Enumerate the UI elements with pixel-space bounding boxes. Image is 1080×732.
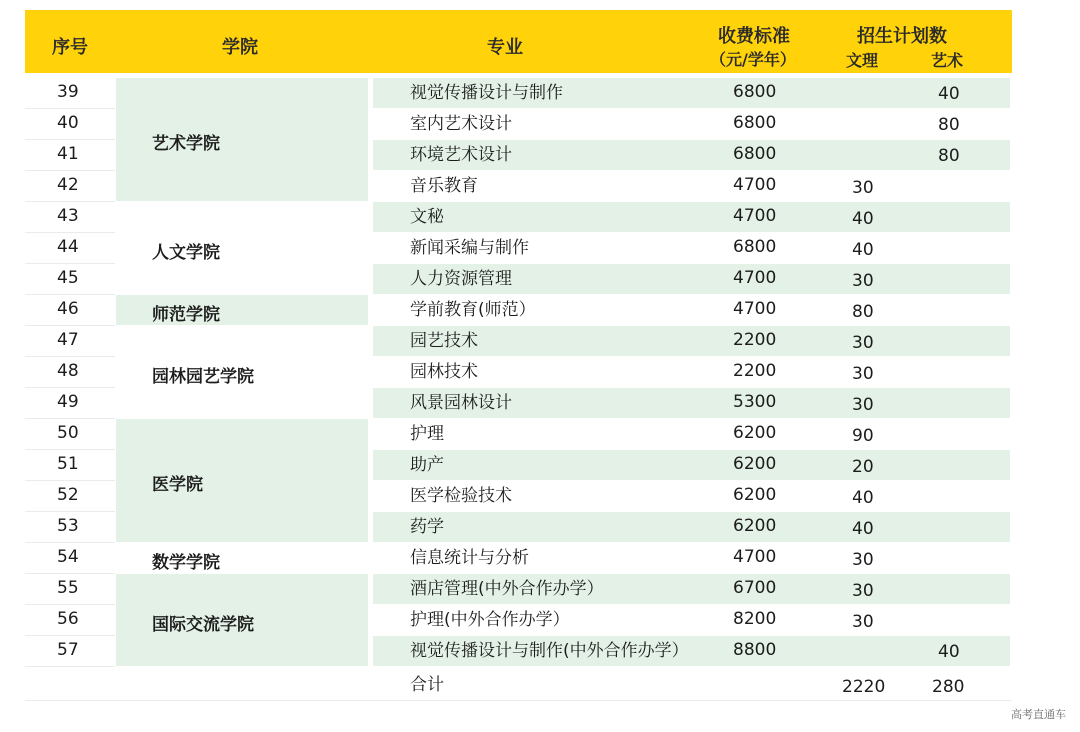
row-plan-sci: 30 (852, 333, 874, 353)
row-plan-sci: 40 (852, 519, 874, 539)
row-seq: 46 (57, 299, 79, 319)
header-seq: 序号 (52, 37, 88, 58)
row-plan-art: 40 (938, 84, 960, 104)
row-seq: 44 (57, 237, 79, 257)
row-seq: 50 (57, 423, 79, 443)
row-major: 药学 (410, 517, 444, 537)
row-divider (25, 294, 115, 295)
row-plan-sci: 30 (852, 178, 874, 198)
row-major: 护理 (410, 424, 444, 444)
bottom-rule (25, 700, 1012, 701)
row-stripe (373, 450, 1010, 480)
header-plan-sci: 文理 (846, 51, 879, 70)
row-divider (25, 108, 115, 109)
row-major: 医学检验技术 (410, 486, 512, 506)
row-major: 园艺技术 (410, 331, 478, 351)
row-major: 视觉传播设计与制作(中外合作办学） (410, 641, 689, 661)
row-major: 护理(中外合作办学） (410, 610, 570, 630)
row-fee: 2200 (733, 330, 777, 350)
row-divider (25, 666, 115, 667)
row-seq: 48 (57, 361, 79, 381)
total-sci: 2220 (842, 677, 886, 697)
header-major: 专业 (487, 37, 523, 58)
row-divider (25, 573, 115, 574)
row-stripe (373, 512, 1010, 542)
row-major: 音乐教育 (410, 176, 478, 196)
row-divider (25, 325, 115, 326)
row-major: 风景园林设计 (410, 393, 512, 413)
header-fee-line2: （元/学年） (710, 50, 796, 69)
row-plan-sci: 30 (852, 364, 874, 384)
college-name: 师范学院 (152, 305, 220, 325)
row-plan-sci: 90 (852, 426, 874, 446)
row-plan-sci: 80 (852, 302, 874, 322)
row-divider (25, 263, 115, 264)
row-plan-sci: 20 (852, 457, 874, 477)
college-name: 数学学院 (152, 553, 220, 573)
row-plan-sci: 40 (852, 488, 874, 508)
row-plan-sci: 30 (852, 395, 874, 415)
row-plan-art: 80 (938, 115, 960, 135)
header-college: 学院 (222, 37, 258, 58)
row-major: 环境艺术设计 (410, 145, 512, 165)
row-seq: 51 (57, 454, 79, 474)
row-major: 视觉传播设计与制作 (410, 83, 563, 103)
row-divider (25, 170, 115, 171)
row-seq: 49 (57, 392, 79, 412)
row-fee: 6700 (733, 578, 777, 598)
row-seq: 43 (57, 206, 79, 226)
total-label: 合计 (410, 675, 444, 695)
row-seq: 39 (57, 82, 79, 102)
row-fee: 4700 (733, 175, 777, 195)
row-seq: 55 (57, 578, 79, 598)
row-fee: 6200 (733, 485, 777, 505)
row-fee: 4700 (733, 299, 777, 319)
row-divider (25, 635, 115, 636)
row-seq: 56 (57, 609, 79, 629)
college-name: 园林园艺学院 (152, 367, 254, 387)
row-fee: 6800 (733, 237, 777, 257)
row-seq: 42 (57, 175, 79, 195)
row-fee: 8800 (733, 640, 777, 660)
row-major: 文秘 (410, 207, 444, 227)
row-plan-sci: 40 (852, 240, 874, 260)
row-divider (25, 139, 115, 140)
row-seq: 45 (57, 268, 79, 288)
row-major: 信息统计与分析 (410, 548, 529, 568)
row-seq: 57 (57, 640, 79, 660)
header-fee-line1: 收费标准 (718, 26, 790, 47)
row-fee: 8200 (733, 609, 777, 629)
row-seq: 41 (57, 144, 79, 164)
row-plan-sci: 30 (852, 581, 874, 601)
total-art: 280 (932, 677, 965, 697)
row-divider (25, 201, 115, 202)
college-name: 国际交流学院 (152, 615, 254, 635)
watermark: 高考直通车 (1011, 708, 1066, 721)
row-divider (25, 418, 115, 419)
row-major: 园林技术 (410, 362, 478, 382)
college-name: 医学院 (152, 475, 203, 495)
row-plan-sci: 40 (852, 209, 874, 229)
row-major: 助产 (410, 455, 444, 475)
row-fee: 6200 (733, 516, 777, 536)
row-divider (25, 232, 115, 233)
row-major: 新闻采编与制作 (410, 238, 529, 258)
row-fee: 2200 (733, 361, 777, 381)
row-divider (25, 356, 115, 357)
row-major: 酒店管理(中外合作办学） (410, 579, 604, 599)
college-name: 人文学院 (152, 243, 220, 263)
row-major: 室内艺术设计 (410, 114, 512, 134)
row-plan-sci: 30 (852, 271, 874, 291)
college-name: 艺术学院 (152, 134, 220, 154)
row-fee: 4700 (733, 268, 777, 288)
row-seq: 52 (57, 485, 79, 505)
header-plan: 招生计划数 (857, 26, 947, 47)
row-fee: 6800 (733, 144, 777, 164)
row-seq: 40 (57, 113, 79, 133)
row-plan-art: 80 (938, 146, 960, 166)
row-fee: 6200 (733, 423, 777, 443)
header-plan-art: 艺术 (931, 51, 964, 70)
row-divider (25, 542, 115, 543)
row-fee: 6200 (733, 454, 777, 474)
row-plan-sci: 30 (852, 550, 874, 570)
row-stripe (373, 202, 1010, 232)
row-divider (25, 387, 115, 388)
row-fee: 4700 (733, 206, 777, 226)
row-fee: 6800 (733, 113, 777, 133)
row-fee: 6800 (733, 82, 777, 102)
row-seq: 53 (57, 516, 79, 536)
row-fee: 5300 (733, 392, 777, 412)
row-divider (25, 511, 115, 512)
row-major: 人力资源管理 (410, 269, 512, 289)
row-seq: 47 (57, 330, 79, 350)
row-divider (25, 604, 115, 605)
row-plan-sci: 30 (852, 612, 874, 632)
row-fee: 4700 (733, 547, 777, 567)
row-major: 学前教育(师范） (410, 300, 536, 320)
row-plan-art: 40 (938, 642, 960, 662)
row-divider (25, 449, 115, 450)
row-divider (25, 480, 115, 481)
row-seq: 54 (57, 547, 79, 567)
